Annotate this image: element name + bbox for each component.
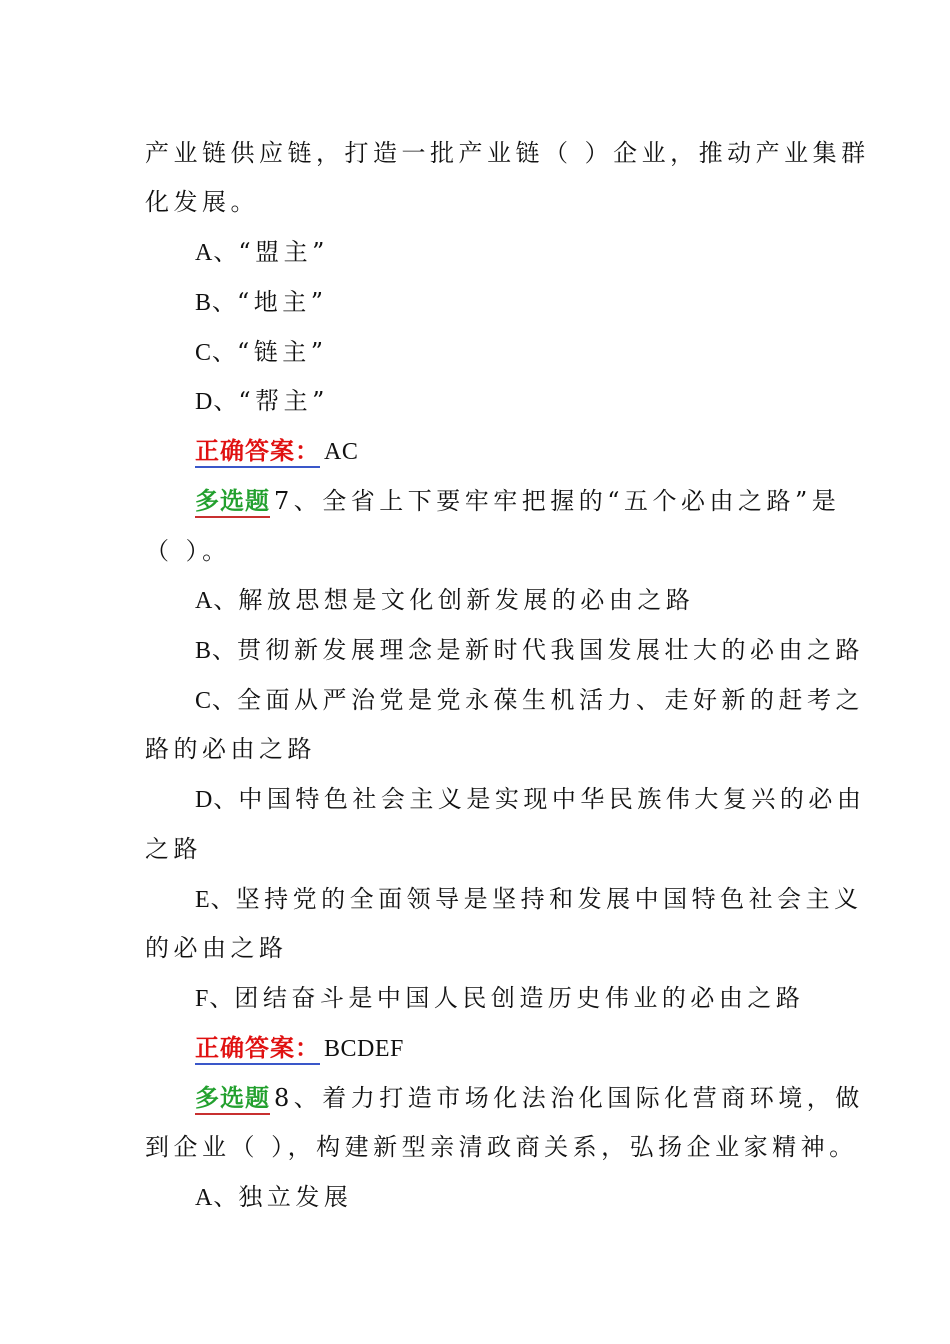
q7-option-b-letter: B、	[195, 638, 238, 664]
q7-option-f-text: 团结奋斗是中国人民创造历史伟业的必由之路	[234, 984, 805, 1012]
q7-stem-text-1: 7、全省上下要牢牢把握的“五个必由之路”是	[274, 487, 841, 515]
q7-option-d-continued	[145, 834, 805, 864]
q7-option-b-text: 贯彻新发展理念是新时代我国发展壮大的必由之路	[237, 636, 865, 664]
q7-answer	[195, 1033, 855, 1064]
q8-type-label: 多选题	[195, 1083, 270, 1115]
q7-option-c-cont-text: 路的必由之路	[145, 735, 316, 763]
q6-stem-text-2: 化发展。	[145, 188, 259, 216]
q6-option-b-letter: B、	[195, 290, 238, 316]
q7-option-e-cont-text: 的必由之路	[145, 934, 288, 962]
q6-option-d-text: “帮主”	[238, 387, 329, 415]
q7-option-c-letter: C、	[195, 688, 238, 714]
q6-option-c	[195, 337, 855, 368]
q6-option-a	[195, 237, 855, 268]
q8-option-a-text: 独立发展	[238, 1183, 353, 1211]
q8-stem-text-1: 8、着力打造市场化法治化国际化营商环境，做	[274, 1084, 864, 1112]
q6-answer-value: AC	[324, 439, 359, 465]
q7-option-e-continued	[145, 933, 805, 963]
q6-option-d-letter: D、	[195, 389, 239, 415]
q8-option-a-letter: A、	[195, 1185, 239, 1211]
q7-stem-text-2: （ ）。	[145, 537, 231, 565]
q6-answer-label: 正确答案：	[195, 436, 320, 468]
q6-stem-line-1	[145, 138, 870, 168]
q7-stem-line-2	[145, 536, 805, 566]
q7-answer-label: 正确答案：	[195, 1033, 320, 1065]
q7-option-e-text: 坚持党的全面领导是坚持和发展中国特色社会主义	[235, 885, 863, 913]
q6-option-c-text: “链主”	[237, 338, 328, 366]
q6-stem-text-1: 产业链供应链，打造一批产业链（ ）企业，推动产业集群	[145, 139, 870, 167]
q7-option-f-letter: F、	[195, 986, 235, 1012]
q7-option-a-letter: A、	[195, 588, 239, 614]
q7-option-d-letter: D、	[195, 787, 239, 813]
q7-type-label: 多选题	[195, 486, 270, 518]
q7-option-d-cont-text: 之路	[145, 835, 202, 863]
q7-option-f	[195, 983, 855, 1014]
q7-option-d-text: 中国特色社会主义是实现中华民族伟大复兴的必由	[238, 785, 866, 813]
q7-option-d	[195, 784, 866, 815]
q6-option-d	[195, 386, 855, 417]
q6-option-a-letter: A、	[195, 240, 239, 266]
q8-option-a	[195, 1182, 855, 1213]
q7-option-e	[195, 884, 863, 915]
q7-option-c	[195, 685, 865, 716]
q6-stem-line-2	[145, 187, 805, 217]
q6-option-c-letter: C、	[195, 340, 238, 366]
q7-option-c-continued	[145, 734, 805, 764]
q6-option-a-text: “盟主”	[238, 238, 329, 266]
q8-stem-line-2	[145, 1132, 858, 1162]
q7-option-a	[195, 585, 855, 616]
q6-answer	[195, 436, 855, 467]
q7-option-c-text: 全面从严治党是党永葆生机活力、走好新的赶考之	[237, 686, 865, 714]
q8-stem-line-1	[195, 1083, 864, 1113]
q7-stem-line-1	[195, 486, 855, 516]
q8-stem-text-2: 到企业（ ），构建新型亲清政商关系，弘扬企业家精神。	[145, 1133, 858, 1161]
q7-option-b	[195, 635, 865, 666]
q7-option-e-letter: E、	[195, 887, 236, 913]
q6-option-b-text: “地主”	[237, 288, 328, 316]
q7-answer-value: BCDEF	[324, 1036, 404, 1062]
q6-option-b	[195, 287, 855, 318]
q7-option-a-text: 解放思想是文化创新发展的必由之路	[238, 586, 695, 614]
